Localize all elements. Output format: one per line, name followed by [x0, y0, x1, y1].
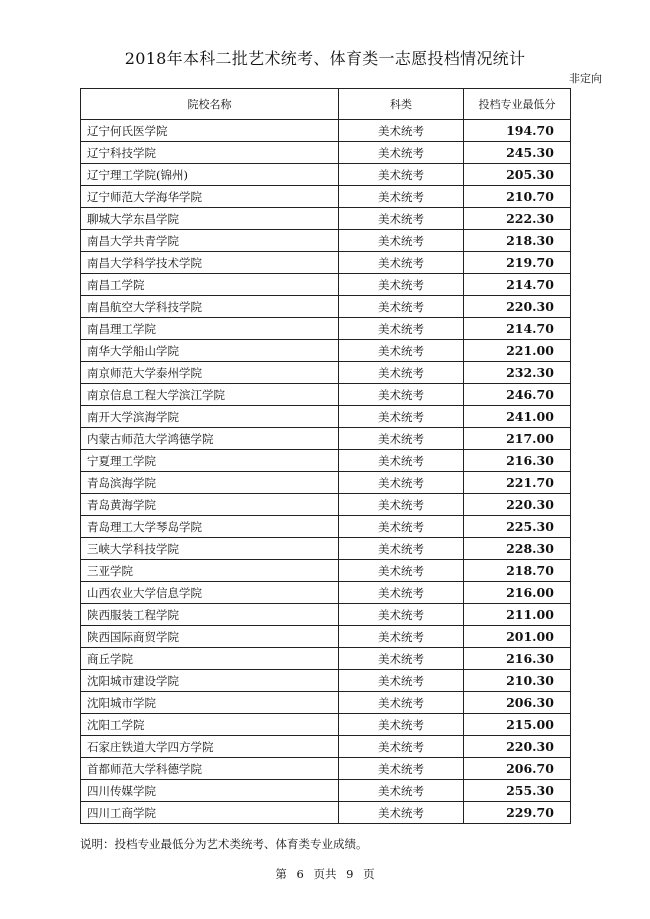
- min-score-cell: 241.00: [464, 406, 571, 428]
- min-score-cell: 220.30: [464, 296, 571, 318]
- table-row: [81, 758, 571, 780]
- page-footer: [0, 866, 650, 882]
- category-cell: 美术统考: [339, 428, 464, 450]
- table-row: [81, 318, 571, 340]
- min-score-cell: 216.30: [464, 648, 571, 670]
- min-score-cell: 206.70: [464, 758, 571, 780]
- category-cell: 美术统考: [339, 274, 464, 296]
- table-header-row: [81, 89, 571, 120]
- category-cell: 美术统考: [339, 582, 464, 604]
- category-cell: 美术统考: [339, 802, 464, 824]
- min-score-cell: 210.30: [464, 670, 571, 692]
- school-name-cell: 沈阳工学院: [81, 714, 339, 736]
- min-score-cell: 246.70: [464, 384, 571, 406]
- category-cell: 美术统考: [339, 736, 464, 758]
- category-cell: 美术统考: [339, 516, 464, 538]
- school-name-cell: 沈阳城市建设学院: [81, 670, 339, 692]
- school-name-cell: 青岛理工大学琴岛学院: [81, 516, 339, 538]
- footer-mid: 页共: [313, 867, 337, 881]
- school-name-cell: 辽宁师范大学海华学院: [81, 186, 339, 208]
- category-cell: 美术统考: [339, 780, 464, 802]
- admission-score-table: [80, 88, 571, 824]
- category-cell: 美术统考: [339, 714, 464, 736]
- table-row: [81, 714, 571, 736]
- min-score-cell: 222.30: [464, 208, 571, 230]
- table-row: [81, 802, 571, 824]
- footer-suffix: 页: [363, 867, 375, 881]
- school-name-cell: 南开大学滨海学院: [81, 406, 339, 428]
- category-cell: 美术统考: [339, 406, 464, 428]
- school-name-cell: 辽宁科技学院: [81, 142, 339, 164]
- min-score-cell: 211.00: [464, 604, 571, 626]
- category-cell: 美术统考: [339, 186, 464, 208]
- school-name-cell: 三峡大学科技学院: [81, 538, 339, 560]
- min-score-cell: 221.00: [464, 340, 571, 362]
- min-score-cell: 245.30: [464, 142, 571, 164]
- school-name-cell: 商丘学院: [81, 648, 339, 670]
- school-name-cell: 辽宁理工学院(锦州): [81, 164, 339, 186]
- subtitle-label: 非定向: [569, 72, 602, 85]
- school-name-cell: 陕西国际商贸学院: [81, 626, 339, 648]
- min-score-cell: 228.30: [464, 538, 571, 560]
- table-row: [81, 780, 571, 802]
- table-row: [81, 604, 571, 626]
- table-row: [81, 384, 571, 406]
- min-score-cell: 194.70: [464, 120, 571, 142]
- min-score-cell: 221.70: [464, 472, 571, 494]
- footer-prefix: 第: [275, 867, 287, 881]
- table-row: [81, 494, 571, 516]
- table-row: [81, 450, 571, 472]
- school-name-cell: 南京信息工程大学滨江学院: [81, 384, 339, 406]
- table-row: [81, 296, 571, 318]
- school-name-cell: 南昌航空大学科技学院: [81, 296, 339, 318]
- category-cell: 美术统考: [339, 340, 464, 362]
- category-cell: 美术统考: [339, 494, 464, 516]
- table-row: [81, 516, 571, 538]
- school-name-cell: 南昌大学科学技术学院: [81, 252, 339, 274]
- school-name-cell: 陕西服装工程学院: [81, 604, 339, 626]
- school-name-cell: 南京师范大学泰州学院: [81, 362, 339, 384]
- table-row: [81, 164, 571, 186]
- table-row: [81, 340, 571, 362]
- page-title: 2018年本科二批艺术统考、体育类一志愿投档情况统计: [124, 49, 526, 68]
- min-score-cell: 218.70: [464, 560, 571, 582]
- category-cell: 美术统考: [339, 142, 464, 164]
- min-score-cell: 229.70: [464, 802, 571, 824]
- table-row: [81, 186, 571, 208]
- table-row: [81, 736, 571, 758]
- school-name-cell: 宁夏理工学院: [81, 450, 339, 472]
- category-cell: 美术统考: [339, 538, 464, 560]
- school-name-cell: 南昌大学共青学院: [81, 230, 339, 252]
- min-score-cell: 214.70: [464, 318, 571, 340]
- table-row: [81, 252, 571, 274]
- table-body: [81, 120, 571, 824]
- table-row: [81, 648, 571, 670]
- footer-page-number: 6: [296, 867, 304, 881]
- footnote: 说明：投档专业最低分为艺术类统考、体育类专业成绩。: [80, 837, 368, 851]
- min-score-cell: 225.30: [464, 516, 571, 538]
- category-cell: 美术统考: [339, 626, 464, 648]
- school-name-cell: 青岛滨海学院: [81, 472, 339, 494]
- school-name-cell: 内蒙古师范大学鸿德学院: [81, 428, 339, 450]
- school-name-cell: 辽宁何氏医学院: [81, 120, 339, 142]
- table-row: [81, 208, 571, 230]
- school-name-cell: 石家庄铁道大学四方学院: [81, 736, 339, 758]
- table-row: [81, 230, 571, 252]
- table-row: [81, 406, 571, 428]
- min-score-cell: 220.30: [464, 494, 571, 516]
- min-score-cell: 219.70: [464, 252, 571, 274]
- min-score-cell: 216.30: [464, 450, 571, 472]
- table-row: [81, 362, 571, 384]
- min-score-cell: 217.00: [464, 428, 571, 450]
- table-row: [81, 472, 571, 494]
- category-cell: 美术统考: [339, 164, 464, 186]
- min-score-cell: 214.70: [464, 274, 571, 296]
- category-cell: 美术统考: [339, 362, 464, 384]
- min-score-cell: 218.30: [464, 230, 571, 252]
- min-score-cell: 215.00: [464, 714, 571, 736]
- header-min-score: 投档专业最低分: [464, 89, 571, 120]
- school-name-cell: 南昌理工学院: [81, 318, 339, 340]
- school-name-cell: 聊城大学东昌学院: [81, 208, 339, 230]
- min-score-cell: 210.70: [464, 186, 571, 208]
- category-cell: 美术统考: [339, 318, 464, 340]
- school-name-cell: 三亚学院: [81, 560, 339, 582]
- table-row: [81, 582, 571, 604]
- min-score-cell: 206.30: [464, 692, 571, 714]
- school-name-cell: 南昌工学院: [81, 274, 339, 296]
- category-cell: 美术统考: [339, 604, 464, 626]
- category-cell: 美术统考: [339, 120, 464, 142]
- category-cell: 美术统考: [339, 472, 464, 494]
- category-cell: 美术统考: [339, 670, 464, 692]
- category-cell: 美术统考: [339, 384, 464, 406]
- school-name-cell: 沈阳城市学院: [81, 692, 339, 714]
- school-name-cell: 四川工商学院: [81, 802, 339, 824]
- school-name-cell: 首都师范大学科德学院: [81, 758, 339, 780]
- category-cell: 美术统考: [339, 252, 464, 274]
- table-row: [81, 428, 571, 450]
- category-cell: 美术统考: [339, 758, 464, 780]
- category-cell: 美术统考: [339, 560, 464, 582]
- category-cell: 美术统考: [339, 692, 464, 714]
- table-row: [81, 560, 571, 582]
- table-row: [81, 142, 571, 164]
- school-name-cell: 南华大学船山学院: [81, 340, 339, 362]
- min-score-cell: 201.00: [464, 626, 571, 648]
- category-cell: 美术统考: [339, 296, 464, 318]
- table-row: [81, 692, 571, 714]
- table-row: [81, 626, 571, 648]
- min-score-cell: 216.00: [464, 582, 571, 604]
- footer-total-pages: 9: [346, 867, 354, 881]
- min-score-cell: 232.30: [464, 362, 571, 384]
- school-name-cell: 山西农业大学信息学院: [81, 582, 339, 604]
- table-row: [81, 538, 571, 560]
- category-cell: 美术统考: [339, 230, 464, 252]
- category-cell: 美术统考: [339, 648, 464, 670]
- category-cell: 美术统考: [339, 450, 464, 472]
- table-row: [81, 670, 571, 692]
- header-school-name: 院校名称: [81, 89, 339, 120]
- category-cell: 美术统考: [339, 208, 464, 230]
- table-row: [81, 120, 571, 142]
- min-score-cell: 205.30: [464, 164, 571, 186]
- min-score-cell: 220.30: [464, 736, 571, 758]
- school-name-cell: 四川传媒学院: [81, 780, 339, 802]
- min-score-cell: 255.30: [464, 780, 571, 802]
- header-category: 科类: [339, 89, 464, 120]
- school-name-cell: 青岛黄海学院: [81, 494, 339, 516]
- table-row: [81, 274, 571, 296]
